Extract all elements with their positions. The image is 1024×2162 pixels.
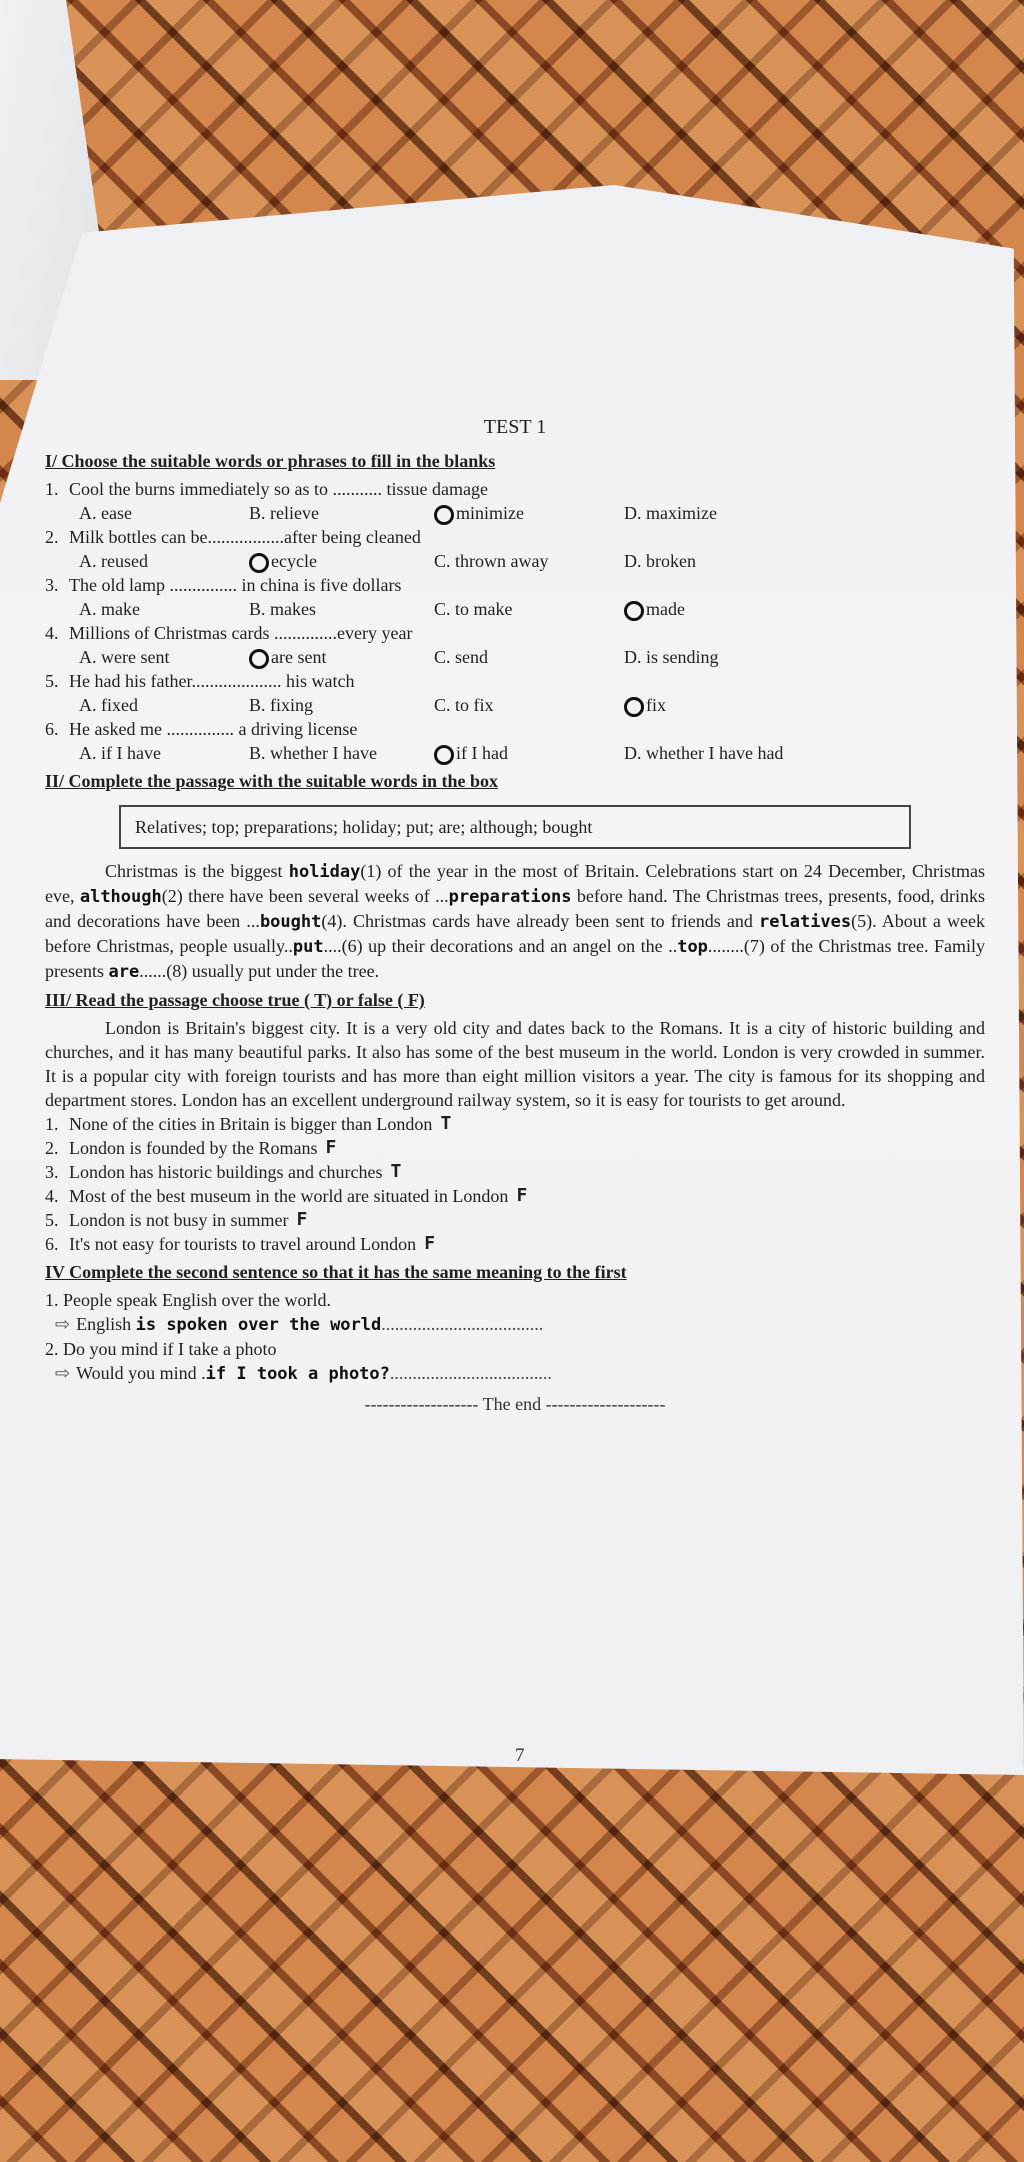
question xyxy=(45,669,985,693)
option-text: B. fixing xyxy=(249,695,314,715)
option-b xyxy=(249,645,434,669)
answer-circle-icon xyxy=(624,697,644,717)
option-a xyxy=(79,645,249,669)
option-c xyxy=(434,693,624,717)
section4-heading: IV Complete the second sentence so that it has the same meaning to the first xyxy=(45,1262,627,1282)
tf-mark: F xyxy=(424,1233,436,1254)
rewrite-q1: 1. People speak English over the world. xyxy=(45,1290,331,1310)
option-text: made xyxy=(646,599,685,619)
option-text: if I had xyxy=(456,743,508,763)
tf-number: 3. xyxy=(45,1162,59,1182)
option-a xyxy=(79,693,249,717)
option-d xyxy=(624,693,834,717)
option-text: A. make xyxy=(79,599,140,619)
rewrite-start: English xyxy=(76,1314,136,1334)
tf-item xyxy=(45,1232,985,1256)
tf-mark: T xyxy=(390,1161,402,1182)
option-text: A. if I have xyxy=(79,743,161,763)
option-a xyxy=(79,501,249,525)
christmas-passage xyxy=(45,859,985,984)
section1-questions xyxy=(45,477,985,765)
option-c xyxy=(434,645,624,669)
option-b xyxy=(249,501,434,525)
option-d xyxy=(624,645,834,669)
question xyxy=(45,717,985,741)
question xyxy=(45,477,985,501)
option-text: A. ease xyxy=(79,503,132,523)
options-row xyxy=(45,549,985,573)
answer-8: are xyxy=(108,962,140,982)
london-passage: London is Britain's biggest city. It is a very old city and dates back to the Romans. It is a city of historic building and churches, and it has many beautiful parks. It also has some of the best museum in the world. London is very crowded in summer. It is a popular city with foreign tourists and has more than eight million visitors a year. The city is famous for its shopping and department stores. London has an excellent underground railway system, so it is easy for tourists to get around. xyxy=(45,1018,985,1110)
answer-circle-icon xyxy=(434,505,454,525)
options-row xyxy=(45,741,985,765)
arrow-icon: ⇨ xyxy=(55,1314,71,1334)
answer-4: bought xyxy=(259,912,322,932)
tf-item xyxy=(45,1184,985,1208)
tf-mark: T xyxy=(440,1113,452,1134)
dots: .................................... xyxy=(389,1363,552,1383)
option-text: B. makes xyxy=(249,599,316,619)
tf-statement: It's not easy for tourists to travel around London xyxy=(69,1234,417,1254)
word-box: Relatives; top; preparations; holiday; put; are; although; bought xyxy=(119,805,911,849)
tf-mark: F xyxy=(516,1185,528,1206)
tf-item xyxy=(45,1208,985,1232)
option-text: A. fixed xyxy=(79,695,138,715)
rewrite-q2: 2. Do you mind if I take a photo xyxy=(45,1339,277,1359)
option-text: fix xyxy=(646,695,666,715)
tf-item xyxy=(45,1136,985,1160)
tf-number: 2. xyxy=(45,1138,59,1158)
passage-text: (4). Christmas cards have already been sent to friends and xyxy=(321,911,760,931)
question-stem: Cool the burns immediately so as to ........... tissue damage xyxy=(69,479,488,499)
option-text: are sent xyxy=(271,647,327,667)
option-d xyxy=(624,597,834,621)
question-number: 5. xyxy=(45,671,59,691)
tf-statement: London is founded by the Romans xyxy=(69,1138,318,1158)
question-stem: Millions of Christmas cards ..............every year xyxy=(69,623,413,643)
option-text: C. to fix xyxy=(434,695,494,715)
option-c xyxy=(434,501,624,525)
answer-1: holiday xyxy=(288,862,361,882)
tf-number: 1. xyxy=(45,1114,59,1134)
tf-number: 4. xyxy=(45,1186,59,1206)
answer-3: preparations xyxy=(448,887,572,907)
option-b xyxy=(249,693,434,717)
passage-text: (1) of the year in the most of Britain. Celebrations start on 24 December, Christmas eve, xyxy=(45,861,985,906)
option-d xyxy=(624,549,834,573)
option-text: minimize xyxy=(456,503,524,523)
answer-rewrite-1: is spoken over the world xyxy=(135,1315,382,1335)
option-text: A. reused xyxy=(79,551,148,571)
tf-statement: London is not busy in summer xyxy=(69,1210,289,1230)
question-number: 4. xyxy=(45,623,59,643)
answer-circle-icon xyxy=(624,601,644,621)
question-number: 6. xyxy=(45,719,59,739)
question-number: 1. xyxy=(45,479,59,499)
option-text: ecycle xyxy=(271,551,317,571)
arrow-icon: ⇨ xyxy=(55,1363,71,1383)
question-number: 2. xyxy=(45,527,59,547)
answer-5: relatives xyxy=(759,912,852,932)
option-text: C. to make xyxy=(434,599,513,619)
tf-number: 6. xyxy=(45,1234,59,1254)
option-a xyxy=(79,741,249,765)
option-c xyxy=(434,549,624,573)
answer-2: although xyxy=(79,887,162,907)
option-a xyxy=(79,549,249,573)
answer-circle-icon xyxy=(434,745,454,765)
answer-circle-icon xyxy=(249,649,269,669)
passage-text: ........(7) of the Christmas tree. Family presents xyxy=(45,936,986,981)
worksheet-content xyxy=(45,415,985,1416)
option-b xyxy=(249,741,434,765)
section2-heading: II/ Complete the passage with the suitable words in the box xyxy=(45,771,499,791)
answer-6: put xyxy=(292,937,324,957)
answer-7: top xyxy=(677,937,708,957)
passage-text: ....(6) up their decorations and an angel on the .. xyxy=(323,936,678,956)
passage-text: (5). About a week before Christmas, people usually.. xyxy=(45,911,985,956)
option-text: B. whether I have xyxy=(249,743,377,763)
passage-text: ......(8) usually put under the tree. xyxy=(139,961,380,981)
option-text: C. thrown away xyxy=(434,551,549,571)
tf-item xyxy=(45,1160,985,1184)
option-c xyxy=(434,741,624,765)
passage-text: before hand. The Christmas trees, presents, food, drinks and decorations have been ... xyxy=(45,886,985,931)
question xyxy=(45,573,985,597)
page-number: 7 xyxy=(515,1745,525,1766)
passage-text: Christmas is the biggest xyxy=(105,861,289,881)
tf-statement: London has historic buildings and churches xyxy=(69,1162,383,1182)
the-end: ------------------- The end -------------------- xyxy=(364,1394,666,1414)
answer-rewrite-2: if I took a photo? xyxy=(205,1364,390,1384)
option-d xyxy=(624,501,834,525)
option-c xyxy=(434,597,624,621)
question-number: 3. xyxy=(45,575,59,595)
question-stem: The old lamp ............... in china is five dollars xyxy=(69,575,402,595)
passage-text: (2) there have been several weeks of ... xyxy=(161,886,449,906)
question-stem: He had his father.................... his watch xyxy=(69,671,355,691)
tf-statement: None of the cities in Britain is bigger than London xyxy=(69,1114,433,1134)
section3-heading: III/ Read the passage choose true ( T) or false ( F) xyxy=(45,990,425,1010)
option-text: D. maximize xyxy=(624,503,717,523)
options-row xyxy=(45,693,985,717)
option-text: C. send xyxy=(434,647,488,667)
option-text: A. were sent xyxy=(79,647,170,667)
true-false-list xyxy=(45,1112,985,1256)
section1-heading: I/ Choose the suitable words or phrases to fill in the blanks xyxy=(45,451,496,471)
option-b xyxy=(249,549,434,573)
option-b xyxy=(249,597,434,621)
option-text: B. relieve xyxy=(249,503,319,523)
question xyxy=(45,525,985,549)
options-row xyxy=(45,597,985,621)
dots: .................................... xyxy=(381,1314,544,1334)
answer-circle-icon xyxy=(249,553,269,573)
rewrite-answer-1 xyxy=(45,1312,985,1337)
option-text: D. broken xyxy=(624,551,696,571)
option-text: D. is sending xyxy=(624,647,719,667)
rewrite-start: Would you mind . xyxy=(76,1363,206,1383)
option-d xyxy=(624,741,834,765)
tf-item xyxy=(45,1112,985,1136)
question-stem: He asked me ............... a driving license xyxy=(69,719,358,739)
tf-mark: F xyxy=(325,1137,337,1158)
question xyxy=(45,621,985,645)
tf-number: 5. xyxy=(45,1210,59,1230)
options-row xyxy=(45,645,985,669)
question-stem: Milk bottles can be.................after being cleaned xyxy=(69,527,421,547)
tf-mark: F xyxy=(296,1209,308,1230)
test-title: TEST 1 xyxy=(483,416,547,438)
options-row xyxy=(45,501,985,525)
rewrite-answer-2 xyxy=(45,1361,985,1386)
tf-statement: Most of the best museum in the world are situated in London xyxy=(69,1186,509,1206)
option-text: D. whether I have had xyxy=(624,743,784,763)
option-a xyxy=(79,597,249,621)
